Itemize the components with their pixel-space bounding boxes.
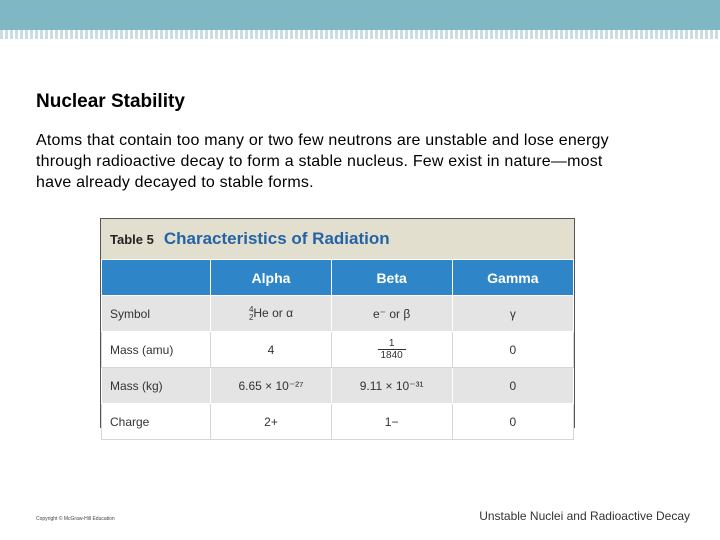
footer-section-title: Unstable Nuclei and Radioactive Decay — [479, 509, 690, 523]
cell-symbol-beta: e⁻ or β — [331, 296, 452, 332]
cell-charge-beta: 1− — [331, 404, 452, 440]
data-table — [101, 259, 574, 440]
table-row — [102, 404, 574, 440]
cell-mass-amu-beta — [331, 332, 452, 368]
row-label-charge: Charge — [102, 404, 211, 440]
column-header-gamma: Gamma — [452, 260, 573, 296]
cell-charge-gamma: 0 — [452, 404, 573, 440]
cell-mass-kg-beta: 9.11 × 10⁻³¹ — [331, 368, 452, 404]
cell-mass-amu-gamma: 0 — [452, 332, 573, 368]
header-bar — [0, 0, 720, 30]
beta-mass-fraction — [378, 338, 406, 361]
row-label-symbol: Symbol — [102, 296, 211, 332]
alpha-atomic-number: 2 — [248, 312, 254, 322]
radiation-table — [100, 218, 575, 428]
column-header-beta: Beta — [331, 260, 452, 296]
slide-title: Nuclear Stability — [36, 91, 185, 112]
cell-symbol-gamma: γ — [452, 296, 573, 332]
table-title: Characteristics of Radiation — [163, 229, 390, 248]
column-header-empty — [102, 260, 211, 296]
row-label-mass-amu: Mass (amu) — [102, 332, 211, 368]
slide-body-text: Atoms that contain too many or two few neutrons are unstable and lose energy through radioactive decay to form a stable nucleus. Few exist in nature—most have already decayed to stable forms. — [36, 132, 609, 191]
alpha-mass-number: 4 — [248, 304, 254, 314]
table-header — [101, 219, 574, 259]
cell-mass-kg-gamma: 0 — [452, 368, 573, 404]
cell-charge-alpha: 2+ — [211, 404, 331, 440]
cell-mass-amu-alpha: 4 — [211, 332, 331, 368]
cell-symbol-alpha — [211, 296, 331, 332]
table-row — [102, 368, 574, 404]
column-header-alpha: Alpha — [211, 260, 331, 296]
fraction-numerator: 1 — [378, 338, 406, 350]
column-header-row — [102, 260, 574, 296]
alpha-symbol-text: He or α — [253, 305, 294, 320]
table-row — [102, 332, 574, 368]
copyright-notice: Copyright © McGraw-Hill Education — [36, 516, 115, 522]
table-label: Table 5 — [110, 231, 154, 247]
row-label-mass-kg: Mass (kg) — [102, 368, 211, 404]
fraction-denominator: 1840 — [380, 350, 403, 361]
header-stripe — [0, 30, 720, 39]
cell-mass-kg-alpha: 6.65 × 10⁻²⁷ — [211, 368, 331, 404]
table-row — [102, 296, 574, 332]
